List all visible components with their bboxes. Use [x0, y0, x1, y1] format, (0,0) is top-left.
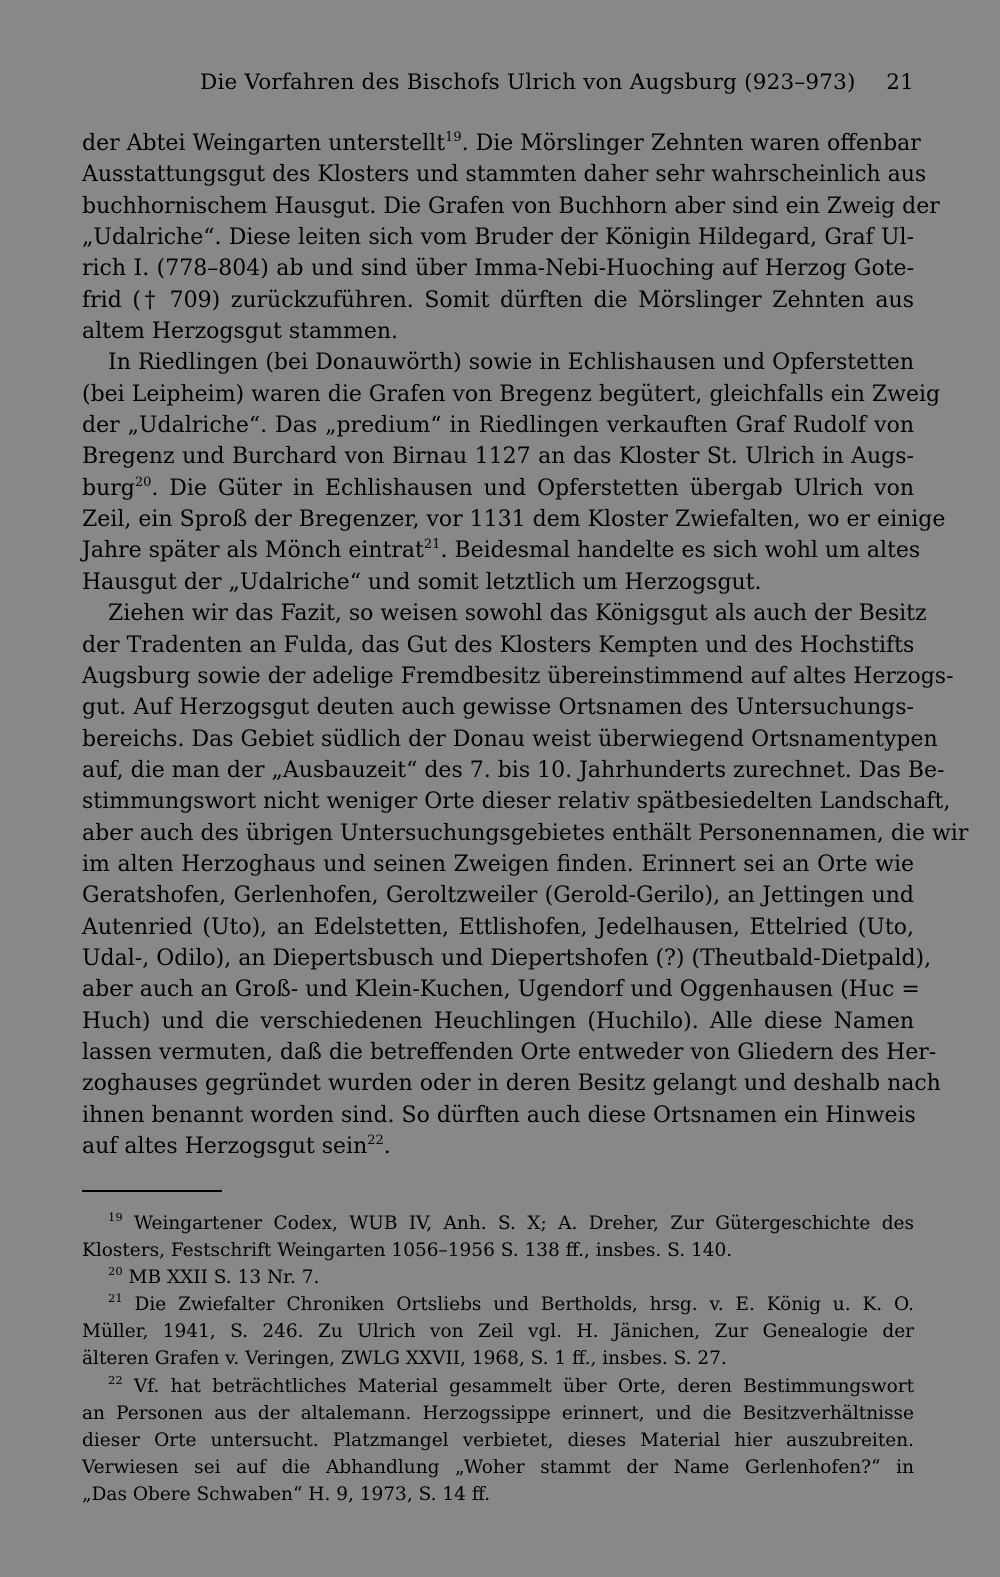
text-line: Hausgut der „Udalriche“ und somit letztlich um Herzogsgut. — [82, 569, 762, 595]
running-header — [82, 70, 914, 104]
text-line: Jahre später als Mönch eintrat$^{21}$. Beidesmal handelte es sich wohl um altes — [82, 537, 921, 564]
text-line: Ziehen wir das Fazit, so weisen sowohl das Königsgut als auch der Besitz — [108, 601, 927, 627]
running-title: Die Vorfahren des Bischofs Ulrich von Augsburg (923–973) — [200, 70, 856, 95]
footnote-line: $^{19}$ Weingartener Codex, WUB IV, Anh. S. X; A. Dreher, Zur Gütergeschichte des — [108, 1210, 914, 1234]
text-line: Augsburg sowie der adelige Fremdbesitz übereinstimmend auf altes Herzogs- — [82, 663, 954, 689]
text-line: Ausstattungsgut des Klosters und stammten daher sehr wahrscheinlich aus — [82, 162, 927, 188]
page-number: 21 — [886, 70, 914, 95]
footnote-ref: 19 — [445, 130, 462, 145]
text-line: (bei Leipheim) waren die Grafen von Bregenz begütert, gleichfalls ein Zweig — [82, 381, 941, 407]
text-line: Bregenz und Burchard von Birnau 1127 an das Kloster St. Ulrich in Augs- — [82, 444, 914, 470]
text-line: bereichs. Das Gebiet südlich der Donau weist überwiegend Ortsnamentypen — [82, 726, 938, 752]
footnote-line: älteren Grafen v. Veringen, ZWLG XXVII, 1968, S. 1 ff., insbes. S. 27. — [82, 1348, 727, 1370]
text-line: Geratshofen, Gerlenhofen, Geroltzweiler (Gerold-Gerilo), an Jettingen und — [82, 883, 914, 909]
text-line: rich I. (778–804) ab und sind über Imma-Nebi-Huoching auf Herzog Gote- — [82, 256, 914, 282]
footnote-line: $^{21}$ Die Zwiefalter Chroniken Ortsliebs und Bertholds, hrsg. v. E. König u. K. O. — [108, 1291, 914, 1316]
text-line: aber auch des übrigen Untersuchungsgebietes enthält Personennamen, die wir — [82, 820, 969, 846]
footnote-ref: 20 — [134, 474, 152, 490]
text-line: „Udalriche“. Diese leiten sich vom Bruder der Königin Hildegard, Graf Ul- — [82, 225, 914, 251]
footnote-line: $^{22}$ Vf. hat beträchtliches Material gesammelt über Orte, deren Bestimmungswort — [108, 1372, 914, 1397]
text-line: der Abtei Weingarten unterstellt$^{19}$. Die Mörslinger Zehnten waren offenbar — [82, 130, 921, 156]
text-line: burg$^{20}$. Die Güter in Echlishausen und Opferstetten übergab Ulrich von — [82, 474, 914, 501]
footnote-separator — [82, 1190, 222, 1192]
text-line: In Riedlingen (bei Donauwörth) sowie in Echlishausen und Opferstetten — [108, 350, 914, 376]
text-line: frid († 709) zurückzuführen. Somit dürften die Mörslinger Zehnten aus — [82, 287, 914, 313]
footnote-line: Verwiesen sei auf die Abhandlung „Woher stammt der Name Gerlenhofen?“ in — [82, 1456, 914, 1478]
paragraph — [82, 347, 946, 598]
text-line: lassen vermuten, daß die betreffenden Orte entweder von Gliedern des Her- — [82, 1039, 937, 1065]
footnote — [82, 1264, 914, 1291]
paragraph — [82, 128, 940, 347]
footnote — [82, 1373, 914, 1508]
text-line: Zeil, ein Sproß der Bregenzer, vor 1131 dem Kloster Zwiefalten, wo er einige — [82, 507, 946, 533]
text-line: ihnen benannt worden sind. So dürften auch diese Ortsnamen ein Hinweis — [82, 1102, 916, 1128]
footnote-ref: 21 — [423, 537, 441, 553]
main-text — [82, 128, 969, 1162]
text-line: gut. Auf Herzogsgut deuten auch gewisse Ortsnamen des Untersuchungs- — [82, 695, 914, 721]
footnote-line: Klosters, Festschrift Weingarten 1056–1956 S. 138 ff., insbes. S. 140. — [82, 1240, 733, 1262]
footnote — [82, 1291, 914, 1372]
text-line: Udal-, Odilo), an Diepertsbusch und Diepertshofen (?) (Theutbald-Dietpald), — [82, 945, 932, 971]
footnotes — [82, 1210, 914, 1508]
paragraph — [82, 598, 969, 1162]
text-line: stimmungswort nicht weniger Orte dieser relativ spätbesiedelten Landschaft, — [82, 789, 951, 815]
footnote-ref: 20 — [108, 1264, 123, 1279]
footnote-ref: 22 — [367, 1133, 384, 1148]
footnote-line: Müller, 1941, S. 246. Zu Ulrich von Zeil vgl. H. Jänichen, Zur Genealogie der — [82, 1321, 914, 1343]
text-line: buchhornischem Hausgut. Die Grafen von Buchhorn aber sind ein Zweig der — [82, 193, 940, 219]
footnote — [82, 1210, 914, 1264]
footnote-ref: 19 — [108, 1210, 123, 1224]
footnote-line: dieser Orte untersucht. Platzmangel verbietet, dieses Material hier auszubreiten. — [82, 1429, 914, 1451]
text-line: Huch) und die verschiedenen Heuchlingen (Huchilo). Alle diese Namen — [82, 1008, 914, 1034]
text-line: im alten Herzoghaus und seinen Zweigen finden. Erinnert sei an Orte wie — [82, 851, 914, 877]
text-line: altem Herzogsgut stammen. — [82, 319, 399, 345]
text-line: der Tradenten an Fulda, das Gut des Klosters Kempten und des Hochstifts — [82, 632, 915, 658]
text-line: Autenried (Uto), an Edelstetten, Ettlishofen, Jedelhausen, Ettelried (Uto, — [82, 914, 914, 940]
footnote-line: $^{20}$ MB XXII S. 13 Nr. 7. — [108, 1264, 320, 1289]
footnote-ref: 22 — [108, 1372, 123, 1387]
text-line: der „Udalriche“. Das „predium“ in Riedlingen verkauften Graf Rudolf von — [82, 413, 914, 439]
text-line: aber auch an Groß- und Klein-Kuchen, Ugendorf und Oggenhausen (Huc = — [82, 977, 920, 1003]
text-line: auf, die man der „Ausbauzeit“ des 7. bis 10. Jahrhunderts zurechnet. Das Be- — [82, 757, 945, 783]
footnote-line: an Personen aus der altalemann. Herzogssippe erinnert, und die Besitzverhältnisse — [82, 1402, 914, 1424]
footnote-ref: 21 — [108, 1291, 123, 1306]
text-line: auf altes Herzogsgut sein$^{22}$. — [82, 1133, 391, 1159]
footnote-line: „Das Obere Schwaben“ H. 9, 1973, S. 14 ff. — [82, 1483, 491, 1505]
text-line: zoghauses gegründet wurden oder in deren Besitz gelangt und deshalb nach — [82, 1071, 941, 1097]
